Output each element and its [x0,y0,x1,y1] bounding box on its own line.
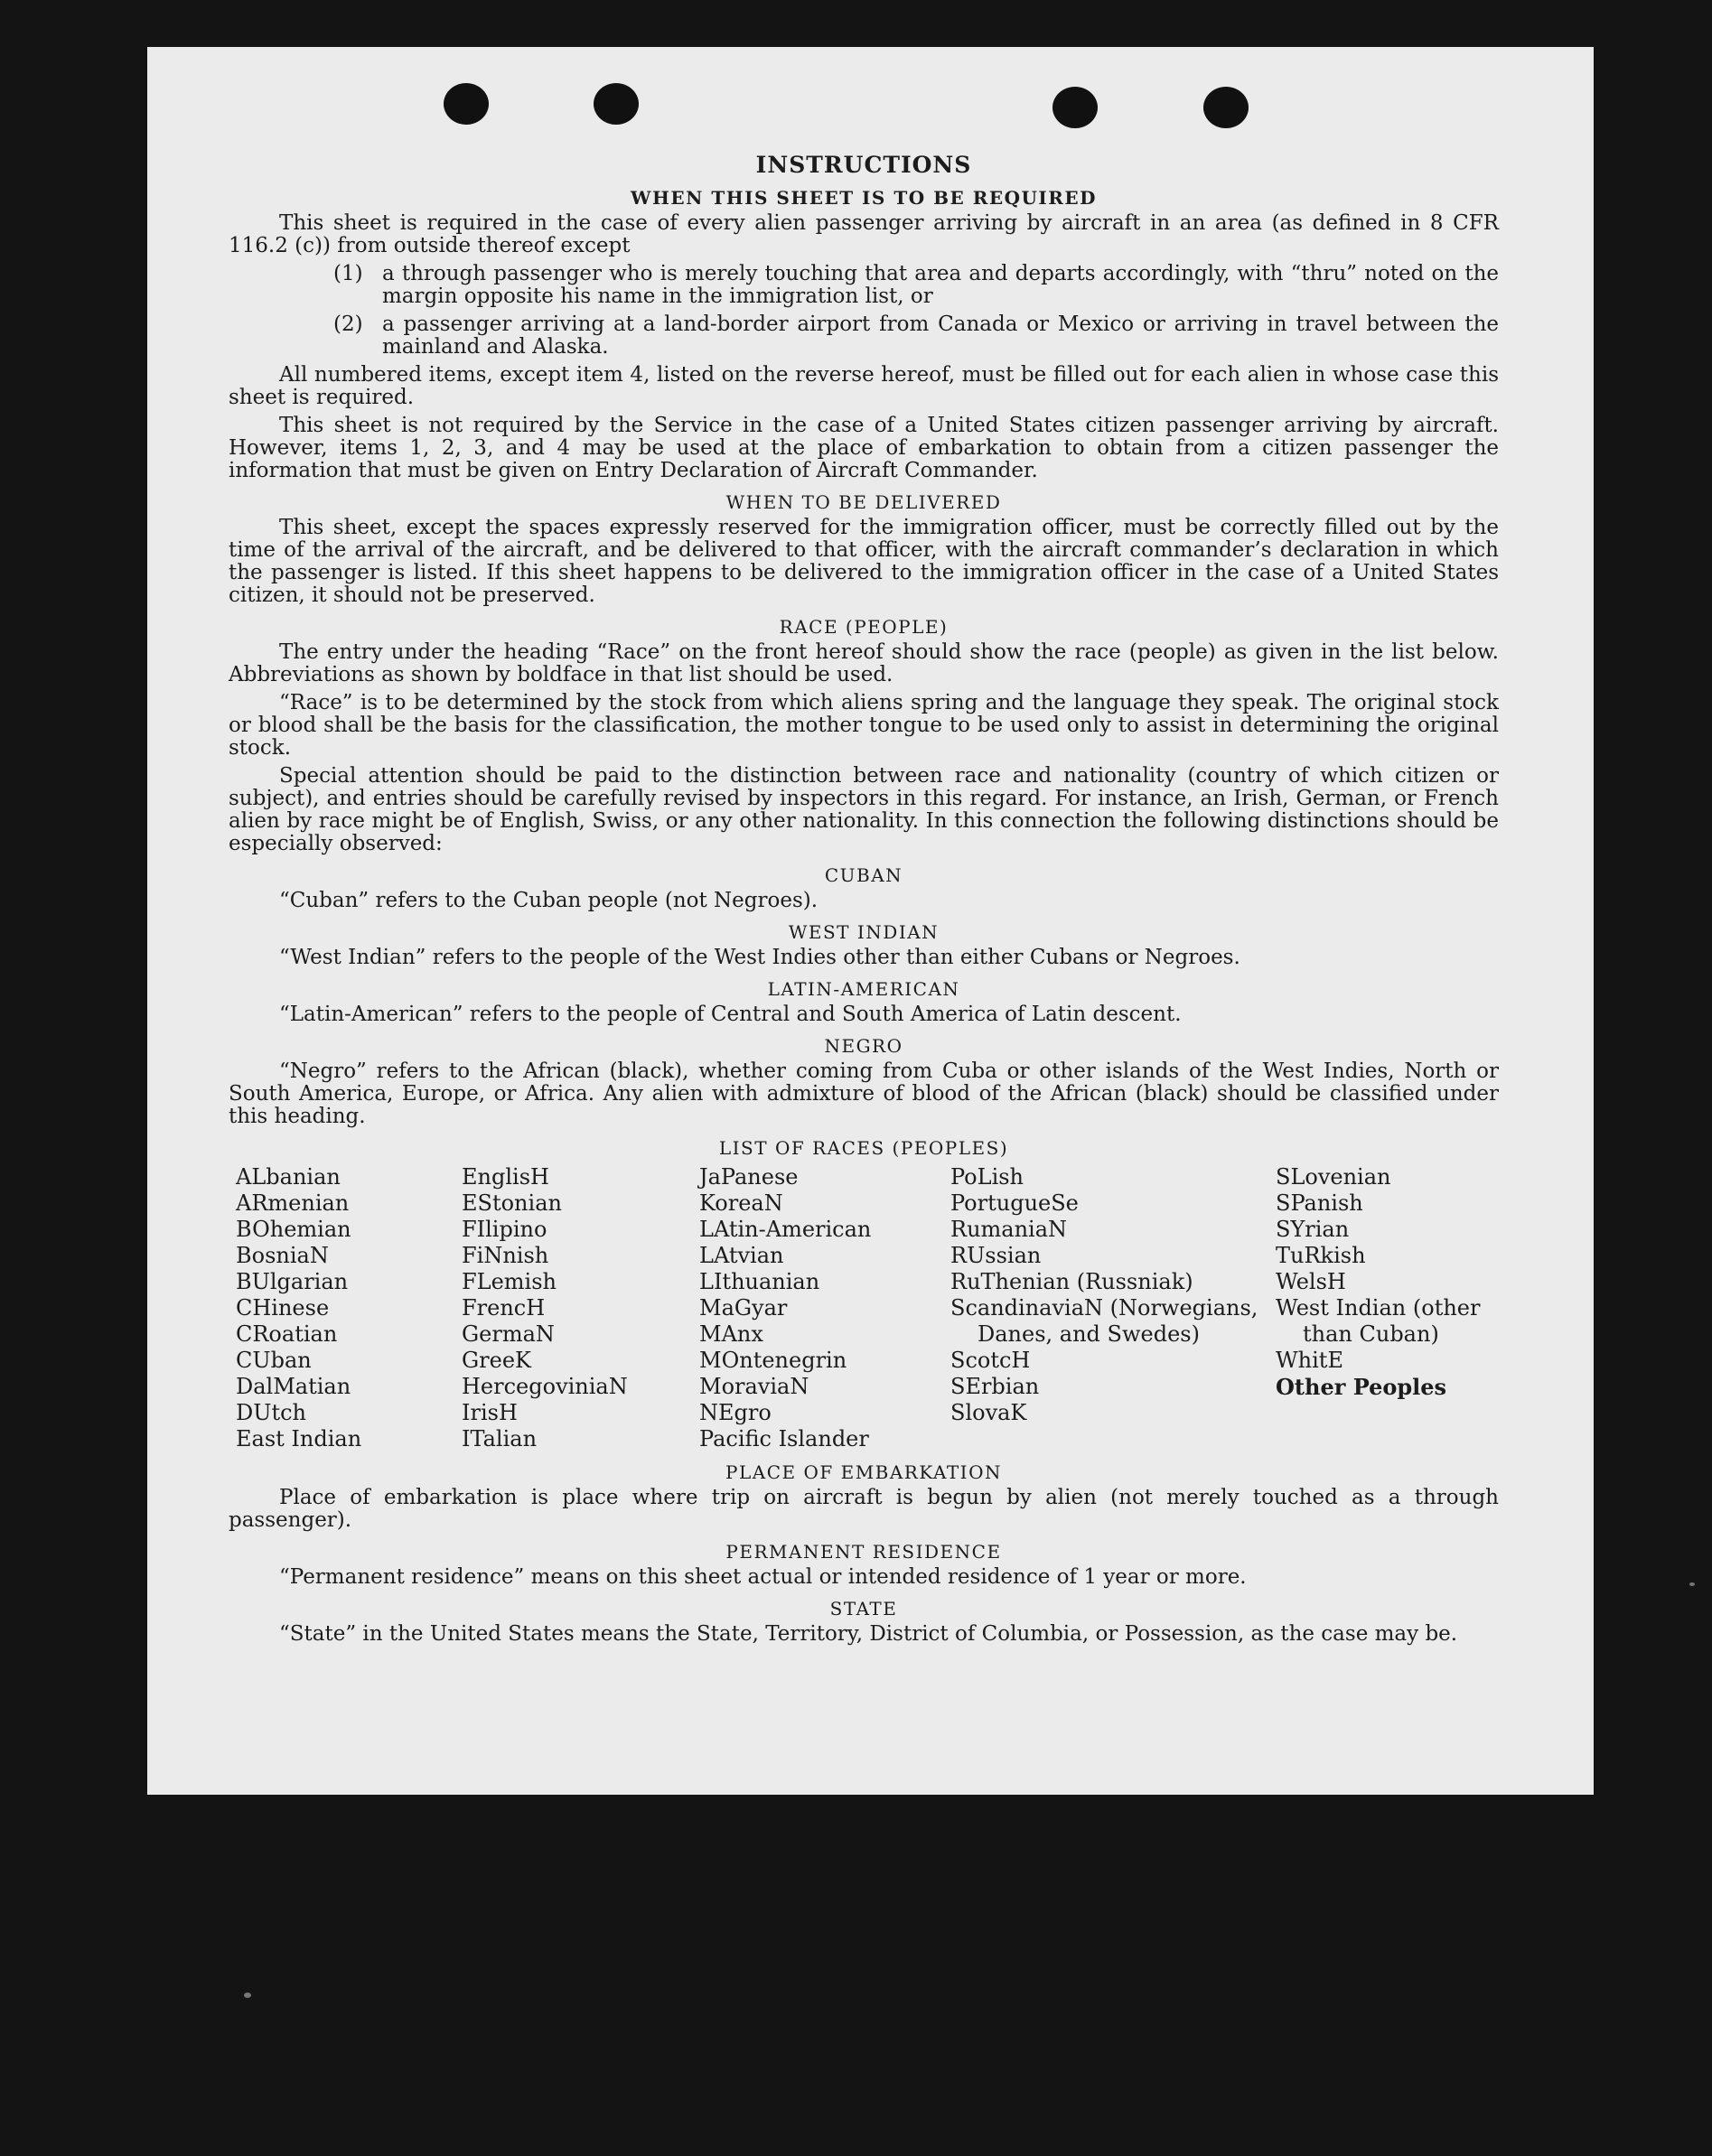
race-entry: BUlgarian [236,1269,349,1294]
race-entry: SLovenian [1276,1164,1391,1190]
section-heading-list-of-races: LIST OF RACES (PEOPLES) [718,1137,1009,1159]
race-entry: Pacific Islander [699,1426,869,1451]
race-entry: RUssian [950,1243,1042,1268]
race-entry: RumaniaN [950,1217,1068,1242]
race-entry: DalMatian [236,1374,351,1399]
races-column [699,1164,950,1452]
race-entry: LAtvian [699,1243,784,1268]
paragraph: “Race” is to be determined by the stock from which aliens spring and the language they speak. The original stock or blood shall be the basis for the classification, the mother tongue to be used only to assist in determining the original stock. [229,691,1499,760]
race-entry: FiNnish [462,1243,549,1268]
section-heading-when-delivered: WHEN TO BE DELIVERED [725,491,1002,513]
list-item-number: (2) [333,313,363,336]
race-entry: MaGyar [699,1295,788,1321]
race-entry: West Indian (other than Cuban) [1276,1295,1481,1347]
race-entry: JaPanese [699,1164,799,1190]
race-entry: HercegoviniaN [462,1374,628,1399]
race-entry: RuThenian (Russniak) [950,1269,1193,1294]
race-entry: SlovaK [950,1400,1027,1425]
paragraph: “Negro” refers to the African (black), whether coming from Cuba or other islands of the West Indies, North or South America, Europe, or Africa. Any alien with admixture of blood of the African (black) should be classified under this heading. [229,1059,1499,1128]
paragraph: Special attention should be paid to the distinction between race and nationality (country of which citizen or subject), and entries should be carefully revised by inspectors in this regard. For instance, an Irish, German, or French alien by race might be of English, Swiss, or any other nationality. In this connection the following distinctions should be especially observed: [229,764,1499,855]
paragraph: “Latin-American” refers to the people of Central and South America of Latin descent. [279,1003,1182,1026]
paragraph: “Cuban” refers to the Cuban people (not Negroes). [279,889,819,912]
race-entry: FLemish [462,1269,557,1294]
race-entry: IrisH [462,1400,518,1425]
list-item-text: a through passenger who is merely touching that area and departs accordingly, with “thru” noted on the margin opposite his name in the immigration list, or [382,262,1499,308]
scan-speck [244,1993,251,1998]
section-heading-race: RACE (PEOPLE) [779,616,949,638]
race-entry: LAtin-American [699,1217,872,1242]
race-entry: SYrian [1276,1217,1350,1242]
section-heading-cuban: CUBAN [824,864,903,886]
race-entry: MOntenegrin [699,1348,847,1373]
race-entry: ARmenian [236,1190,350,1216]
paragraph: “State” in the United States means the State, Territory, District of Columbia, or Possession, as the case may be. [279,1622,1458,1646]
paragraph: This sheet, except the spaces expressly reserved for the immigration officer, must be correctly filled out by the time of the arrival of the aircraft, and be delivered to that officer, with the aircraft commander’s declaration in which the passenger is listed. If this sheet happens to be delivered to the immigration officer in the case of a United States citizen, it should not be preserved. [229,516,1499,607]
section-heading-permanent-residence: PERMANENT RESIDENCE [725,1541,1002,1563]
race-entry: PortugueSe [950,1190,1079,1216]
race-entry: BosniaN [236,1243,329,1268]
race-entry: WhitE [1276,1348,1343,1373]
race-entry: BOhemian [236,1217,351,1242]
race-entry: SErbian [950,1374,1040,1399]
race-entry: GermaN [462,1321,555,1347]
section-heading-state: STATE [829,1598,898,1619]
race-entry: KoreaN [699,1190,783,1216]
list-item-text: a passenger arriving at a land-border airport from Canada or Mexico or arriving in travel between the mainland and Alaska. [382,313,1499,359]
section-heading-west-indian: WEST INDIAN [788,921,940,943]
scan-speck [1689,1582,1695,1586]
race-entry: LIthuanian [699,1269,820,1294]
race-entry: FrencH [462,1295,546,1321]
paragraph: “Permanent residence” means on this sheet actual or intended residence of 1 year or more. [279,1565,1247,1589]
paragraph: Place of embarkation is place where trip on aircraft is begun by alien (not merely touched as a through passenger). [229,1486,1499,1532]
race-entry: CHinese [236,1295,330,1321]
race-entry: NEgro [699,1400,772,1425]
list-item-number: (1) [333,262,363,285]
race-entry: WelsH [1276,1269,1346,1294]
paragraph: The entry under the heading “Race” on the front hereof should show the race (people) as given in the list below. Abbreviations as shown by boldface in that list should be used. [229,640,1499,686]
race-entry: SPanish [1276,1190,1363,1216]
race-entry: MAnx [699,1321,763,1347]
document-page [147,47,1594,1795]
race-entry: ITalian [462,1426,538,1451]
list-item [333,313,1499,359]
race-entry: CUban [236,1348,312,1373]
races-column [1276,1164,1506,1452]
section-heading-place-of-embarkation: PLACE OF EMBARKATION [725,1461,1002,1483]
list-item [333,263,1499,308]
race-entry: DUtch [236,1400,307,1425]
race-entry: EStonian [462,1190,562,1216]
race-entry: PoLish [950,1164,1024,1190]
race-entry: MoraviaN [699,1374,809,1399]
race-entry: ScandinaviaN (Norwegians, Danes, and Swedes) [950,1295,1258,1347]
race-entry: FIlipino [462,1217,547,1242]
races-column [462,1164,699,1452]
race-entry: ALbanian [236,1164,341,1190]
section-heading-negro: NEGRO [824,1035,903,1057]
section-heading-latin-american: LATIN-AMERICAN [767,978,960,1000]
race-entry: East Indian [236,1426,362,1451]
document-body [229,101,1499,1651]
race-entry: GreeK [462,1348,531,1373]
page-title: INSTRUCTIONS [755,152,972,178]
races-column [236,1164,462,1452]
section-heading-when-required: WHEN THIS SHEET IS TO BE REQUIRED [631,187,1097,209]
race-entry: CRoatian [236,1321,338,1347]
race-entry: TuRkish [1276,1243,1366,1268]
paragraph: “West Indian” refers to the people of the West Indies other than either Cubans or Negroes. [279,946,1240,969]
race-entry: ScotcH [950,1348,1031,1373]
races-table [236,1164,1499,1452]
paragraph: This sheet is not required by the Service in the case of a United States citizen passenger arriving by aircraft. However, items 1, 2, 3, and 4 may be used at the place of embarkation to obtain from a citizen passenger the information that must be given on Entry Declaration of Aircraft Commander. [229,414,1499,482]
paragraph: This sheet is required in the case of every alien passenger arriving by aircraft in an area (as defined in 8 CFR 116.2 (c)) from outside thereof except [229,211,1499,257]
race-entry: Other Peoples [1276,1374,1447,1400]
race-entry: EnglisH [462,1164,549,1190]
paragraph: All numbered items, except item 4, listed on the reverse hereof, must be filled out for each alien in whose case this sheet is required. [229,363,1499,409]
races-column [950,1164,1276,1452]
